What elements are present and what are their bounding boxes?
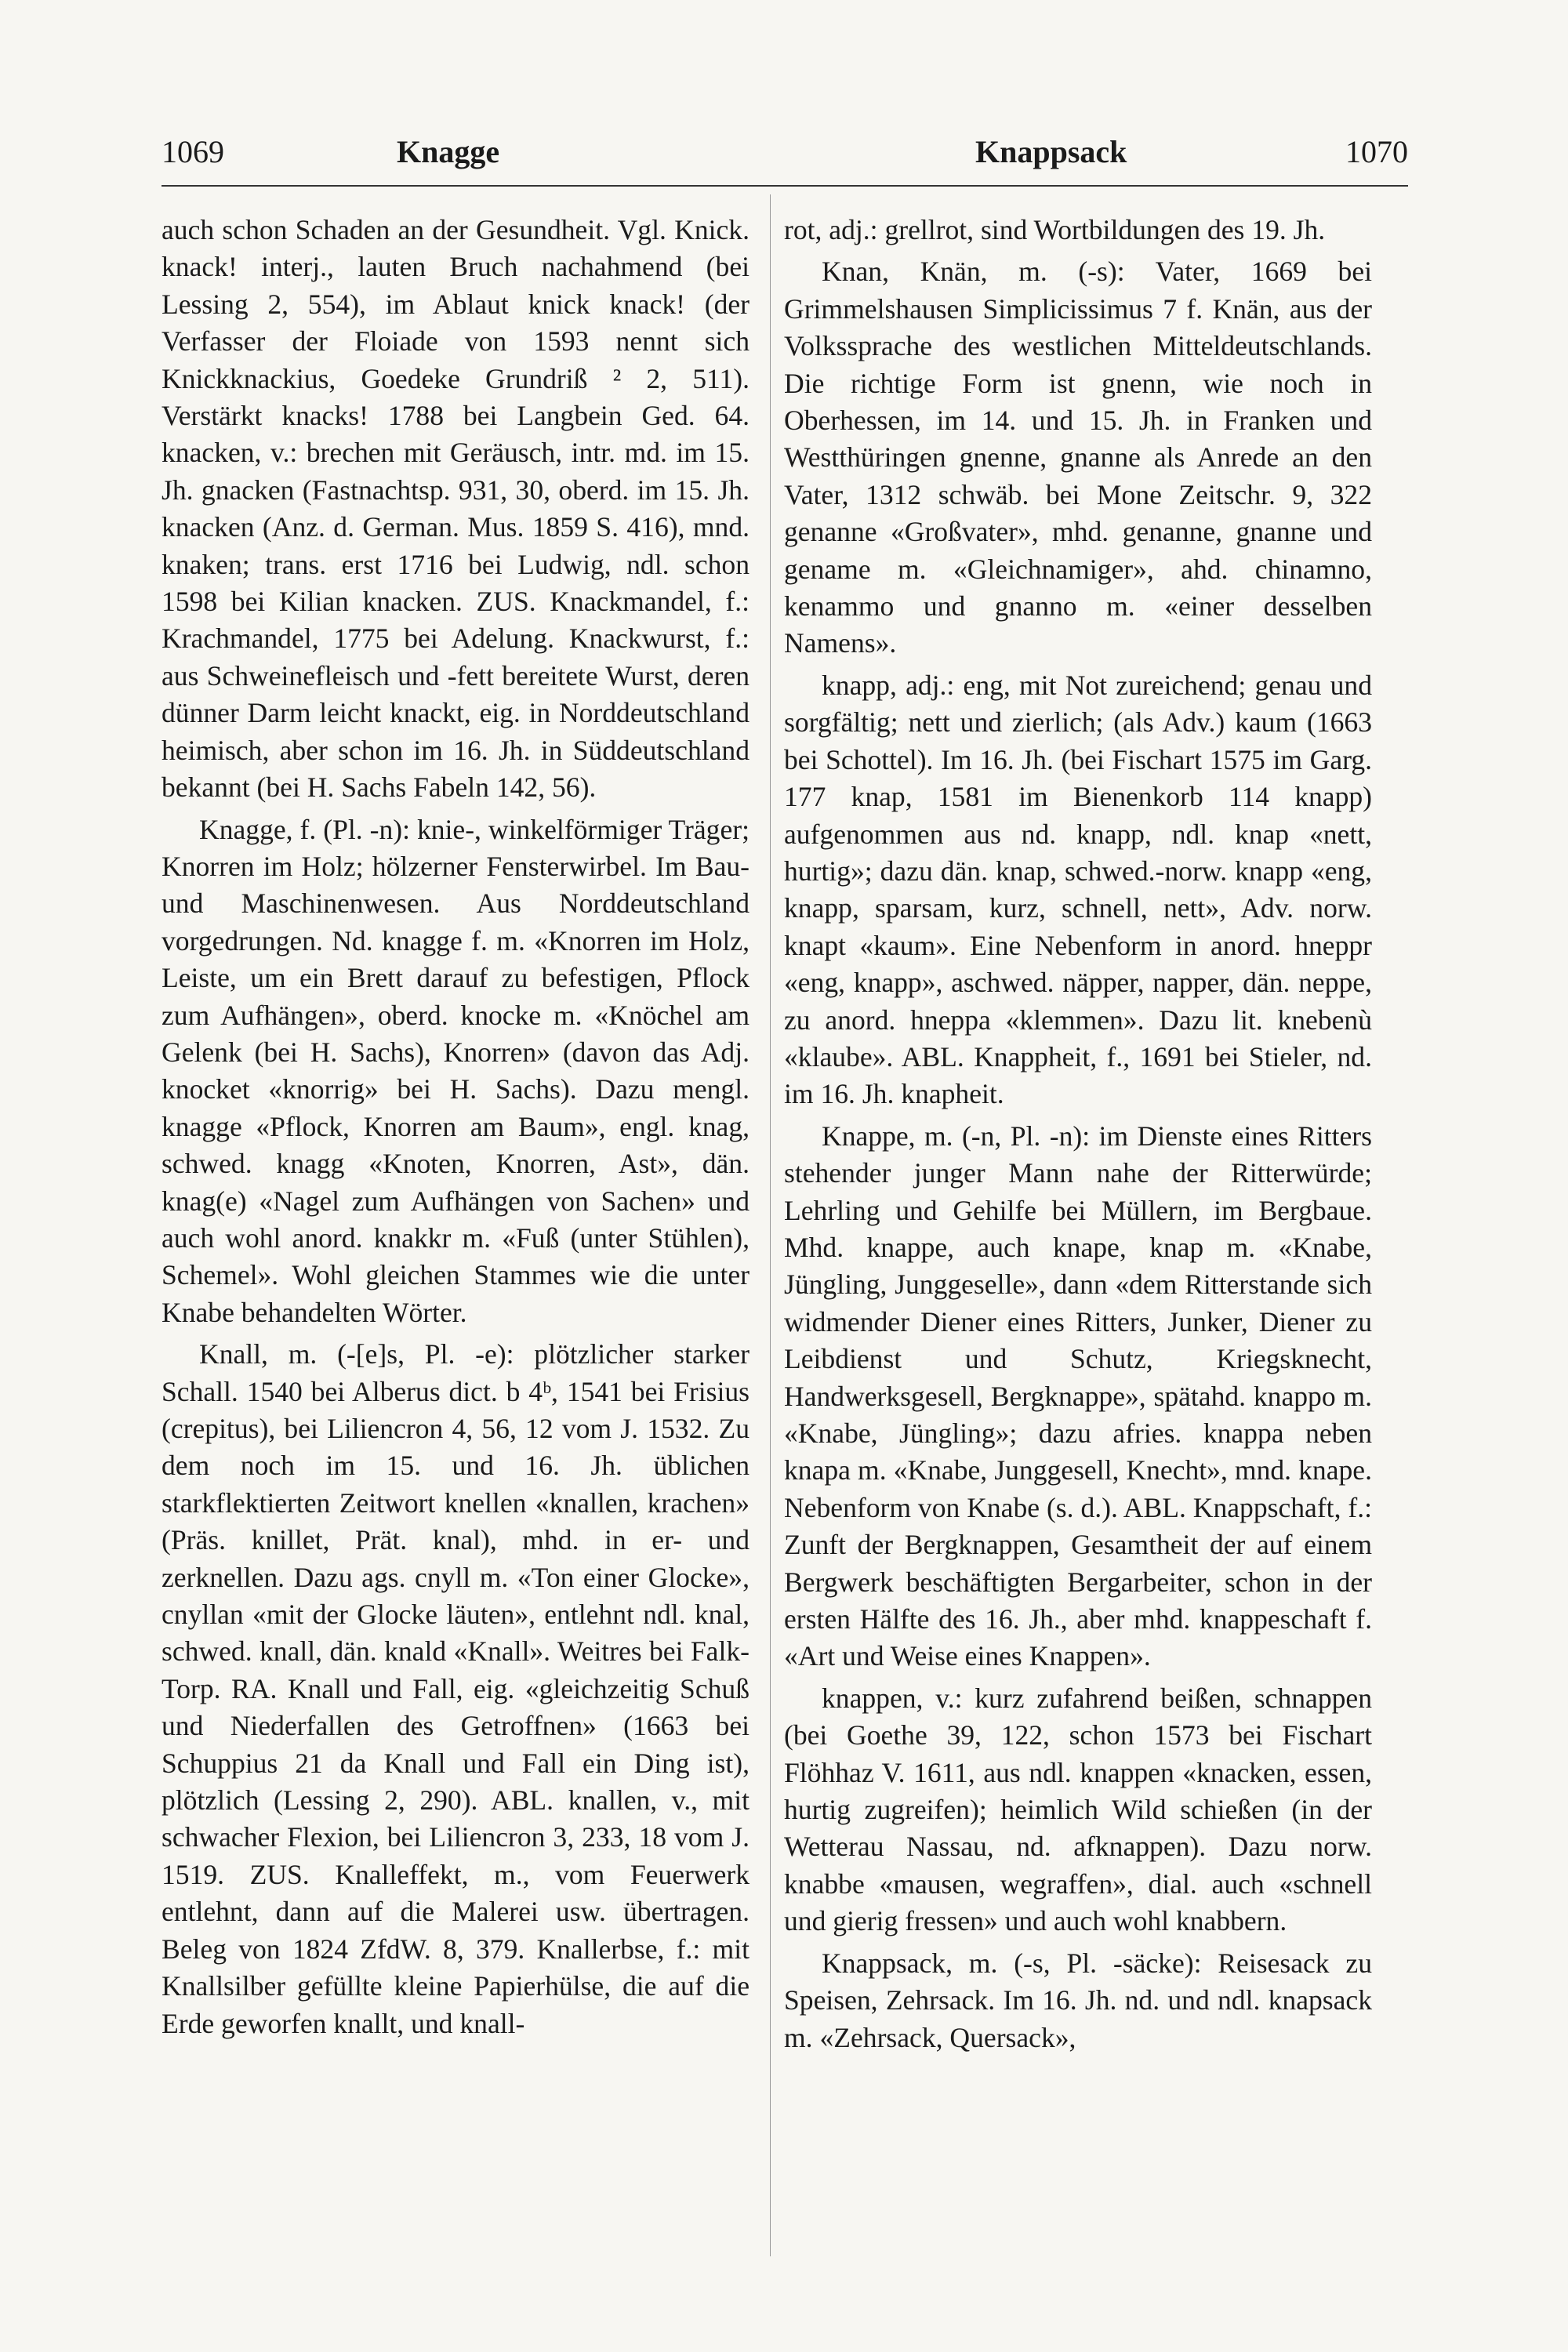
header-rule — [162, 185, 1408, 187]
entry-knappe: Knappe, m. (-n, Pl. -n): im Dienste eines Ritters stehender junger Mann nahe der Ritterwürde; Lehrling und Gehilfe bei Müllern, im Bergbaue. Mhd. knappe, auch knape, knap m. «Knabe, Jüngling, Junggeselle», dann «dem Ritterstande sich widmender Diener eines Ritters, Junker, Diener zu Leibdienst und Schutz, Kriegsknecht, Handwerksgesell, Bergknappe», spätahd. knappo m. «Knabe, Jüngling»; dazu afries. knappa neben knapa m. «Knabe, Junggesell, Knecht», mnd. knape. Nebenform von Knabe (s. d.). ABL. Knappschaft, f.: Zunft der Bergknappen, Gesamtheit der auf einem Bergwerk beschäftigten Bergarbeiter, schon in der ersten Hälfte des 16. Jh., aber mhd. knappeschaft f. «Art und Weise eines Knappen». — [784, 1120, 1372, 1672]
entry-knagge: Knagge, f. (Pl. -n): knie-, winkelförmiger Träger; Knorren im Holz; hölzerner Fensterwirbel. Im Bau- und Maschinenwesen. Aus Norddeutschland vorgedrungen. Nd. knagge f. m. «Knorren im Holz, Leiste, um ein Brett darauf zu befestigen, Pflock zum Aufhängen», oberd. knocke m. «Knöchel am Gelenk (bei H. Sachs), Knorren» (davon das Adj. knocket «knorrig» bei H. Sachs). Dazu mengl. knagge «Pflock, Knorren am Baum», engl. knag, schwed. knagg «Knoten, Knorren, Ast», dän. knag(e) «Nagel zum Aufhängen von Sachen» und auch wohl anord. knakkr m. «Fuß (unter Stühlen), Schemel». Wohl gleichen Stammes wie die unter Knabe behandelten Wörter. — [162, 813, 750, 1328]
right-page-number: 1070 — [1345, 134, 1408, 169]
entry-knappsack: Knappsack, m. (-s, Pl. -säcke): Reisesack zu Speisen, Zehrsack. Im 16. Jh. nd. und ndl. knapsack m. «Zehrsack, Quersack», — [784, 1947, 1372, 2053]
right-column — [784, 212, 1372, 2056]
entry-knall: Knall, m. (-[e]s, Pl. -e): plötzlicher starker Schall. 1540 bei Alberus dict. b 4ᵇ, 1541 bei Frisius (crepitus), bei Liliencron 4, 56, 12 vom J. 1532. Zu dem noch im 15. und 16. Jh. üblichen starkflektierten Zeitwort knellen «knallen, krachen» (Präs. knillet, Prät. knal), mhd. in er- und zerknellen. Dazu ags. cnyll m. «Ton einer Glocke», cnyllan «mit der Glocke läuten», entlehnt ndl. knal, schwed. knall, dän. knald «Knall». Weitres bei Falk-Torp. RA. Knall und Fall, eig. «gleichzeitig Schuß und Niederfallen des Getroffnen» (1663 bei Schuppius 21 da Knall und Fall ein Ding ist), plötzlich (Lessing 2, 290). ABL. knallen, v., mit schwacher Flexion, bei Liliencron 3, 233, 18 vom J. 1519. ZUS. Knalleffekt, m., vom Feuerwerk entlehnt, dann auf die Malerei usw. übertragen. Beleg von 1824 ZfdW. 8, 379. Knallerbse, f.: mit Knallsilber gefüllte kleine Papierhülse, die auf die Erde geworfen knallt, und knall- — [162, 1338, 750, 2039]
left-paragraph-1: auch schon Schaden an der Gesundheit. Vgl. Knick. knack! interj., lauten Bruch nachahmend (bei Lessing 2, 554), im Ablaut knick knack! (der Verfasser der Floiade von 1593 nennt sich Knickknackius, Goedeke Grundriß ² 2, 511). Verstärkt knacks! 1788 bei Langbein Ged. 64. knacken, v.: brechen mit Geräusch, intr. md. im 15. Jh. gnacken (Fastnachtsp. 931, 30, oberd. im 15. Jh. knacken (Anz. d. German. Mus. 1859 S. 416), mnd. knaken; trans. erst 1716 bei Ludwig, ndl. schon 1598 bei Kilian knacken. ZUS. Knackmandel, f.: Krachmandel, 1775 bei Adelung. Knackwurst, f.: aus Schweinefleisch und -fett bereitete Wurst, deren dünner Darm leicht knackt, eig. in Norddeutschland heimisch, aber schon im 16. Jh. in Süddeutschland bekannt (bei H. Sachs Fabeln 142, 56). — [162, 214, 750, 804]
left-running-head: Knagge — [397, 134, 500, 169]
entry-knan: Knan, Knän, m. (-s): Vater, 1669 bei Grimmelshausen Simplicissimus 7 f. Knän, aus der Volkssprache des westlichen Mitteldeutschlands. Die richtige Form ist gnenn, wie noch in Oberhessen, im 14. und 15. Jh. in Franken und Westthüringen gnenne, gnanne als Anrede an den Vater, 1312 schwäb. bei Mone Zeitschr. 9, 322 genanne «Großvater», mhd. genanne, gnanne und gename m. «Gleichnamiger», ahd. chinamno, kenammo und gnanno m. «einer desselben Namens». — [784, 256, 1372, 659]
column-divider — [770, 194, 771, 2256]
left-column — [162, 212, 750, 2042]
right-paragraph-1: rot, adj.: grellrot, sind Wortbildungen des 19. Jh. — [784, 214, 1326, 245]
left-page-number: 1069 — [162, 134, 224, 169]
page-header — [162, 132, 1408, 179]
right-running-head: Knappsack — [975, 134, 1127, 169]
entry-knapp: knapp, adj.: eng, mit Not zureichend; genau und sorgfältig; nett und zierlich; (als Adv.) kaum (1663 bei Schottel). Im 16. Jh. (bei Fischart 1575 im Garg. 177 knap, 1581 im Bienenkorb 114 knapp) aufgenommen aus nd. knapp, ndl. knap «nett, hurtig»; dazu dän. knap, schwed.-norw. knapp «eng, knapp, sparsam, kurz, schnell, nett», Adv. norw. knapt «kaum». Eine Nebenform in anord. hneppr «eng, knapp», aschwed. näpper, napper, dän. neppe, zu anord. hneppa «klemmen». Dazu lit. knebenù «klaube». ABL. Knappheit, f., 1691 bei Stieler, nd. im 16. Jh. knapheit. — [784, 669, 1372, 1110]
entry-knappen: knappen, v.: kurz zufahrend beißen, schnappen (bei Goethe 39, 122, schon 1573 bei Fischart Flöhhaz V. 1611, aus ndl. knappen «knacken, essen, hurtig zugreifen); heimlich Wild schießen (in der Wetterau Nassau, nd. afknappen). Dazu norw. knabbe «mausen, wegraffen», dial. auch «schnell und gierig fressen» und auch wohl knabbern. — [784, 1682, 1372, 1937]
